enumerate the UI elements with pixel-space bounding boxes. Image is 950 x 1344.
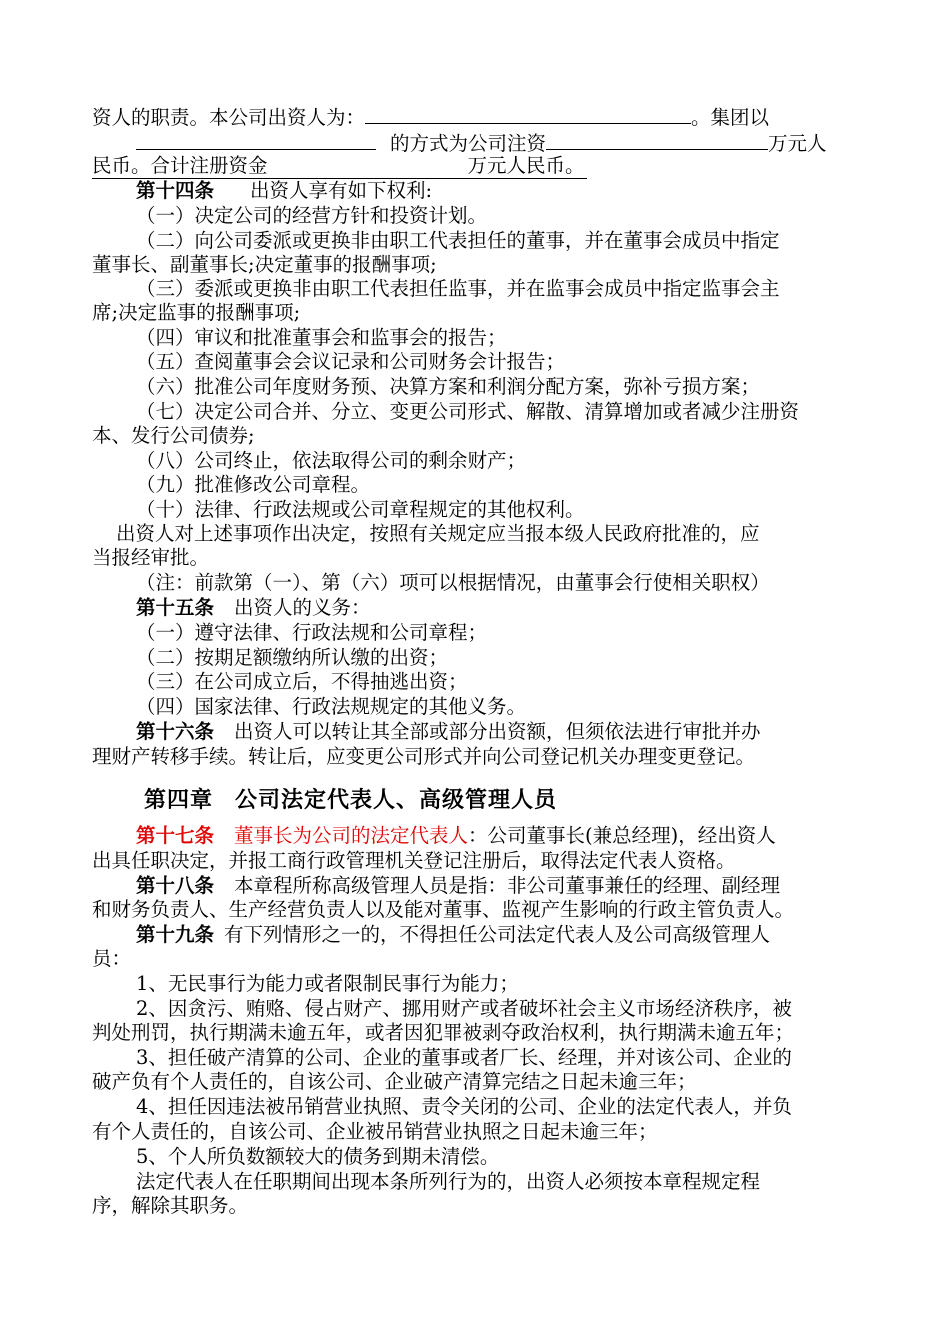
- art13-line-3: 民币。合计注册资金 万元人民币。: [92, 154, 585, 177]
- art14-item-6: （六）批准公司年度财务预、决算方案和利润分配方案，弥补亏损方案；: [136, 375, 761, 398]
- art19-item-1: 1、无民事行为能力或者限制民事行为能力；: [136, 972, 519, 995]
- article-label: 第十六条: [136, 720, 215, 743]
- art14-item-4: （四）审议和批准董事会和监事会的报告；: [136, 326, 507, 349]
- art14-item-8: （八）公司终止，依法取得公司的剩余财产；: [136, 449, 527, 472]
- art15-item-2: （二）按期足额缴纳所认缴的出资；: [136, 646, 449, 669]
- art15-item-3: （三）在公司成立后，不得抽逃出资；: [136, 670, 468, 693]
- art19-item-4-cont: 有个人责任的，自该公司、企业被吊销营业执照之日起未逾三年；: [92, 1120, 658, 1143]
- art19-item-2: 2、因贪污、贿赂、侵占财产、挪用财产或者破坏社会主义市场经济秩序，被: [136, 997, 792, 1020]
- art14-note: （注：前款第（一）、第（六）项可以根据情况，由董事会行使相关职权）: [136, 571, 770, 594]
- art14-item-2-cont: 董事长、副董事长;决定董事的报酬事项;: [92, 253, 437, 276]
- art13-line-1: [92, 104, 769, 130]
- article-label: 第十七条: [136, 824, 215, 847]
- art19-paragraph-cont: 序，解除其职务。: [92, 1194, 249, 1217]
- investor-name-blank: [365, 104, 691, 124]
- art18-line-2: 和财务负责人、生产经营负责人以及能对董事、监视产生影响的行政主管负责人。: [92, 898, 795, 921]
- art14-item-7-cont: 本、发行公司债券;: [92, 424, 255, 447]
- art14-item-7: （七）决定公司合并、分立、变更公司形式、解散、清算增加或者减少注册资: [136, 400, 800, 423]
- art14-item-1: （一）决定公司的经营方针和投资计划。: [136, 204, 488, 227]
- capital-amount-blank: [546, 130, 768, 150]
- art16-line-2: 理财产转移手续。转让后，应变更公司形式并向公司登记机关办理变更登记。: [92, 745, 756, 768]
- article-label: 第十五条: [136, 596, 215, 619]
- article-label: 第十四条: [136, 179, 215, 202]
- art13-line-2: 的方式为公司注资 万元人: [136, 130, 827, 156]
- art15-item-1: （一）遵守法律、行政法规和公司章程；: [136, 621, 488, 644]
- art18-line-1: 第十八条 本章程所称高级管理人员是指：非公司董事兼任的经理、副经理: [136, 874, 781, 897]
- art14-paragraph-cont: 当报经审批。: [92, 546, 210, 569]
- chapter-heading: 第四章 公司法定代表人、高级管理人员: [144, 787, 558, 813]
- art14-heading: 第十四条 出资人享有如下权利:: [136, 179, 433, 202]
- art14-item-9: （九）批准修改公司章程。: [136, 473, 371, 496]
- art19-line-2: 员：: [92, 947, 132, 970]
- art13-text: 。集团以: [691, 106, 770, 129]
- art14-paragraph: 出资人对上述事项作出决定，按照有关规定应当报本级人民政府批准的，应: [116, 522, 760, 545]
- art17-line-2: 出具任职决定，并报工商行政管理机关登记注册后，取得法定代表人资格。: [92, 849, 736, 872]
- art17-line-1: 第十七条 董事长为公司的法定代表人：公司董事长(兼总经理)，经出资人: [136, 824, 776, 847]
- article-label: 第十九条: [136, 923, 215, 946]
- art16-line-1: 第十六条 出资人可以转让其全部或部分出资额，但须依法进行审批并办: [136, 720, 761, 743]
- art19-item-5: 5、个人所负数额较大的债务到期未清偿。: [136, 1145, 500, 1168]
- art14-item-10: （十）法律、行政法规或公司章程规定的其他权利。: [136, 498, 585, 521]
- art14-item-3-cont: 席;决定监事的报酬事项;: [92, 301, 301, 324]
- art19-line-1: 第十九条 有下列情形之一的，不得担任公司法定代表人及公司高级管理人: [136, 923, 771, 946]
- art15-item-4: （四）国家法律、行政法规规定的其他义务。: [136, 695, 527, 718]
- art15-heading: 第十五条 出资人的义务：: [136, 596, 371, 619]
- chapter-title: 公司法定代表人、高级管理人员: [235, 787, 558, 813]
- art19-item-4: 4、担任因违法被吊销营业执照、责令关闭的公司、企业的法定代表人，并负: [136, 1095, 792, 1118]
- article-label: 第十八条: [136, 874, 215, 897]
- art14-item-3: （三）委派或更换非由职工代表担任监事，并在监事会成员中指定监事会主: [136, 277, 780, 300]
- art19-item-3-cont: 破产负有个人责任的，自该公司、企业破产清算完结之日起未逾三年；: [92, 1070, 697, 1093]
- art14-item-5: （五）查阅董事会会议记录和公司财务会计报告；: [136, 350, 566, 373]
- art14-item-2: （二）向公司委派或更换非由职工代表担任的董事，并在董事会成员中指定: [136, 229, 780, 252]
- method-blank: [136, 130, 376, 150]
- highlighted-text: 董事长为公司的法定代表人: [234, 824, 469, 847]
- art13-text: 资人的职责。本公司出资人为：: [92, 106, 366, 129]
- art19-item-3: 3、担任破产清算的公司、企业的董事或者厂长、经理，并对该公司、企业的: [136, 1046, 792, 1069]
- art19-item-2-cont: 判处刑罚，执行期满未逾五年，或者因犯罪被剥夺政治权利，执行期满未逾五年；: [92, 1021, 795, 1044]
- art19-paragraph: 法定代表人在任职期间出现本条所列行为的，出资人必须按本章程规定程: [136, 1170, 761, 1193]
